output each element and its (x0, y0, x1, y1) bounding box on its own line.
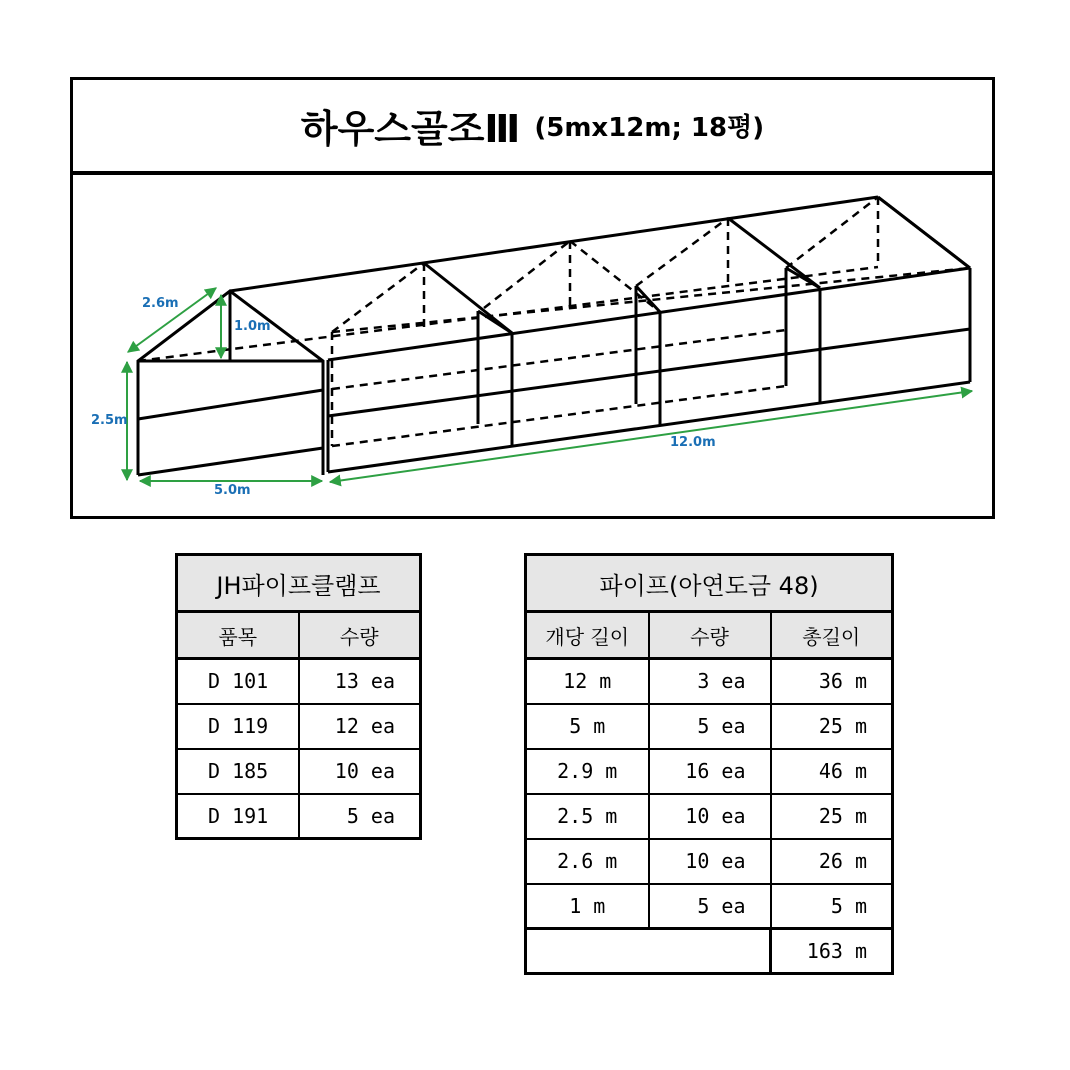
table-row (526, 659, 893, 704)
page-subtitle: (5mx12m; 18평) (534, 113, 765, 143)
clamp-table (175, 553, 422, 840)
pipe-qty-cell: 5 ea (649, 884, 771, 929)
clamp-item-cell: D 101 (177, 659, 299, 704)
page-title: 하우스골조Ⅲ (300, 107, 521, 151)
clamp-qty-cell: 13 ea (299, 659, 421, 704)
dim-roof-slope-label: 2.6m (142, 296, 179, 311)
pipe-qty-cell: 16 ea (649, 749, 771, 794)
clamp-col-item: 품목 (177, 612, 299, 659)
dim-ridge-height-label: 1.0m (234, 319, 271, 334)
dim-width-label: 5.0m (214, 483, 251, 498)
pipe-qty-cell: 3 ea (649, 659, 771, 704)
pipe-length-cell: 1 m (526, 884, 649, 929)
pipe-length-cell: 2.9 m (526, 749, 649, 794)
pipe-length-cell: 12 m (526, 659, 649, 704)
pipe-length-cell: 2.6 m (526, 839, 649, 884)
pipe-total-cell: 25 m (771, 704, 893, 749)
dim-wall-height-label: 2.5m (91, 413, 128, 428)
table-row (526, 749, 893, 794)
clamp-qty-cell: 10 ea (299, 749, 421, 794)
pipe-qty-cell: 10 ea (649, 839, 771, 884)
clamp-table-header: JH파이프클램프 (177, 555, 421, 612)
pipe-total-cell: 26 m (771, 839, 893, 884)
table-row (526, 884, 893, 929)
pipe-total-cell: 5 m (771, 884, 893, 929)
pipe-total-cell: 25 m (771, 794, 893, 839)
clamp-col-qty: 수량 (299, 612, 421, 659)
dim-length-label: 12.0m (670, 435, 716, 450)
table-row (177, 659, 421, 704)
pipe-length-cell: 2.5 m (526, 794, 649, 839)
clamp-qty-cell: 5 ea (299, 794, 421, 839)
clamp-item-cell: D 185 (177, 749, 299, 794)
table-row (177, 749, 421, 794)
clamp-item-cell: D 119 (177, 704, 299, 749)
pipe-qty-cell: 5 ea (649, 704, 771, 749)
clamp-qty-cell: 12 ea (299, 704, 421, 749)
pipe-col-qty: 수량 (649, 612, 771, 659)
table-row (526, 839, 893, 884)
clamp-item-cell: D 191 (177, 794, 299, 839)
pipe-total-cell: 46 m (771, 749, 893, 794)
pipe-qty-cell: 10 ea (649, 794, 771, 839)
table-total-row (526, 929, 893, 974)
pipe-total-cell: 36 m (771, 659, 893, 704)
pipe-length-cell: 5 m (526, 704, 649, 749)
pipe-table (524, 553, 894, 975)
table-row (177, 794, 421, 839)
pipe-table-header: 파이프(아연도금 48) (526, 555, 893, 612)
structure-solid-lines (138, 197, 970, 475)
pipe-col-unit-length: 개당 길이 (526, 612, 649, 659)
table-row (526, 704, 893, 749)
pipe-col-total-length: 총길이 (771, 612, 893, 659)
table-row (526, 794, 893, 839)
pipe-total-sum: 163 m (771, 929, 893, 974)
table-row (177, 704, 421, 749)
